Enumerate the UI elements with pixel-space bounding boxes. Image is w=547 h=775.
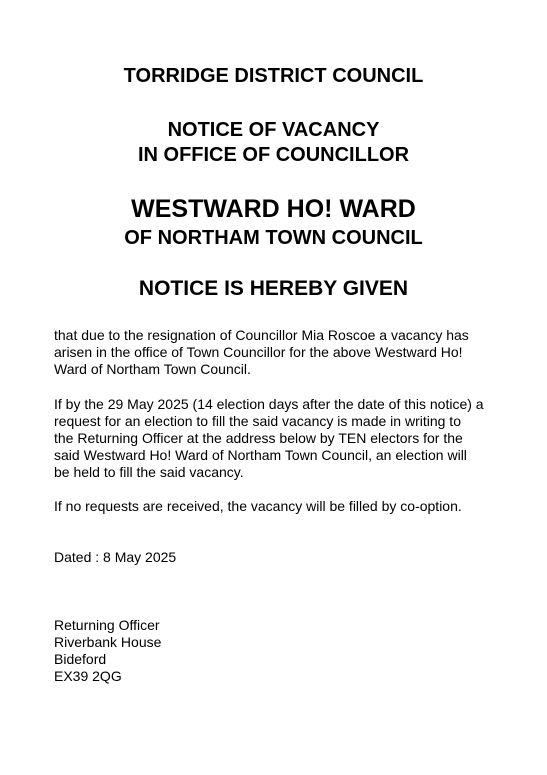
address-line: EX39 2QG: [54, 668, 122, 684]
ward-title-line1: WESTWARD HO! WARD: [131, 195, 416, 223]
ward-title-line2: OF NORTHAM TOWN COUNCIL: [124, 227, 423, 249]
address-line: Returning Officer: [54, 617, 160, 633]
resignation-paragraph: that due to the resignation of Councillor Mia Roscoe a vacancy has arisen in the office of Town Councillor for the above Westward Ho! Ward of Northam Town Council.: [54, 327, 469, 377]
returning-officer-address: [54, 617, 161, 685]
dated-line: Dated : 8 May 2025: [54, 549, 177, 565]
election-request-paragraph: If by the 29 May 2025 (14 election days after the date of this notice) a request for an election to fill the said vacancy is made in writing to the Returning Officer at the address below by TEN electors for the said Westward Ho! Ward of Northam Town Council, an election will be held to fill the said vacancy.: [54, 396, 484, 480]
address-line: Bideford: [54, 651, 107, 667]
notice-title-line1: NOTICE OF VACANCY: [167, 119, 380, 141]
council-name: TORRIDGE DISTRICT COUNCIL: [123, 65, 424, 87]
co-option-paragraph: If no requests are received, the vacancy will be filled by co-option.: [54, 498, 462, 514]
address-line: Riverbank House: [54, 634, 162, 650]
notice-title-line2: IN OFFICE OF COUNCILLOR: [137, 144, 410, 166]
notice-given-heading: NOTICE IS HEREBY GIVEN: [138, 277, 409, 300]
